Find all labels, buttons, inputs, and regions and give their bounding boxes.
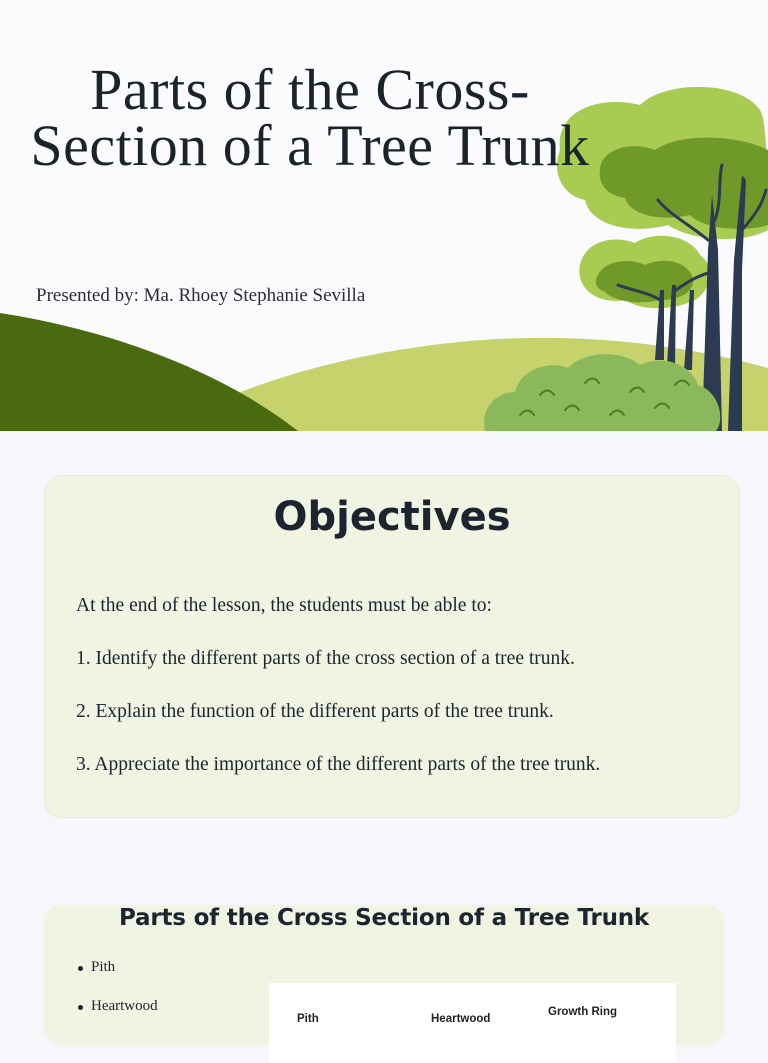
objectives-card — [44, 475, 740, 818]
slide-title: Parts of the Cross-Section of a Tree Trunk — [30, 57, 590, 178]
parts-list-item: Pith — [78, 959, 158, 998]
diagram-label-heartwood: Heartwood — [431, 1013, 491, 1025]
parts-card — [44, 905, 724, 1045]
title-slide — [0, 0, 768, 431]
parts-heading: Parts of the Cross Section of a Tree Trunk — [118, 905, 650, 931]
presenter-credit: Presented by: Ma. Rhoey Stephanie Sevilla — [36, 285, 366, 306]
cross-section-diagram — [269, 983, 676, 1063]
objective-item: 3. Appreciate the importance of the different parts of the tree trunk. — [76, 754, 601, 775]
objectives-heading: Objectives — [273, 494, 511, 540]
parts-list-item: Heartwood — [78, 998, 158, 1037]
objective-item: 1. Identify the different parts of the cross section of a tree trunk. — [76, 648, 575, 669]
parts-list — [78, 959, 158, 1037]
objective-item: 2. Explain the function of the different parts of the tree trunk. — [76, 701, 554, 722]
objectives-intro: At the end of the lesson, the students must be able to: — [76, 595, 492, 616]
diagram-label-growth-ring: Growth Ring — [548, 1006, 617, 1018]
objectives-list — [76, 594, 736, 806]
dark-hill — [0, 313, 298, 431]
diagram-label-pith: Pith — [297, 1013, 319, 1025]
